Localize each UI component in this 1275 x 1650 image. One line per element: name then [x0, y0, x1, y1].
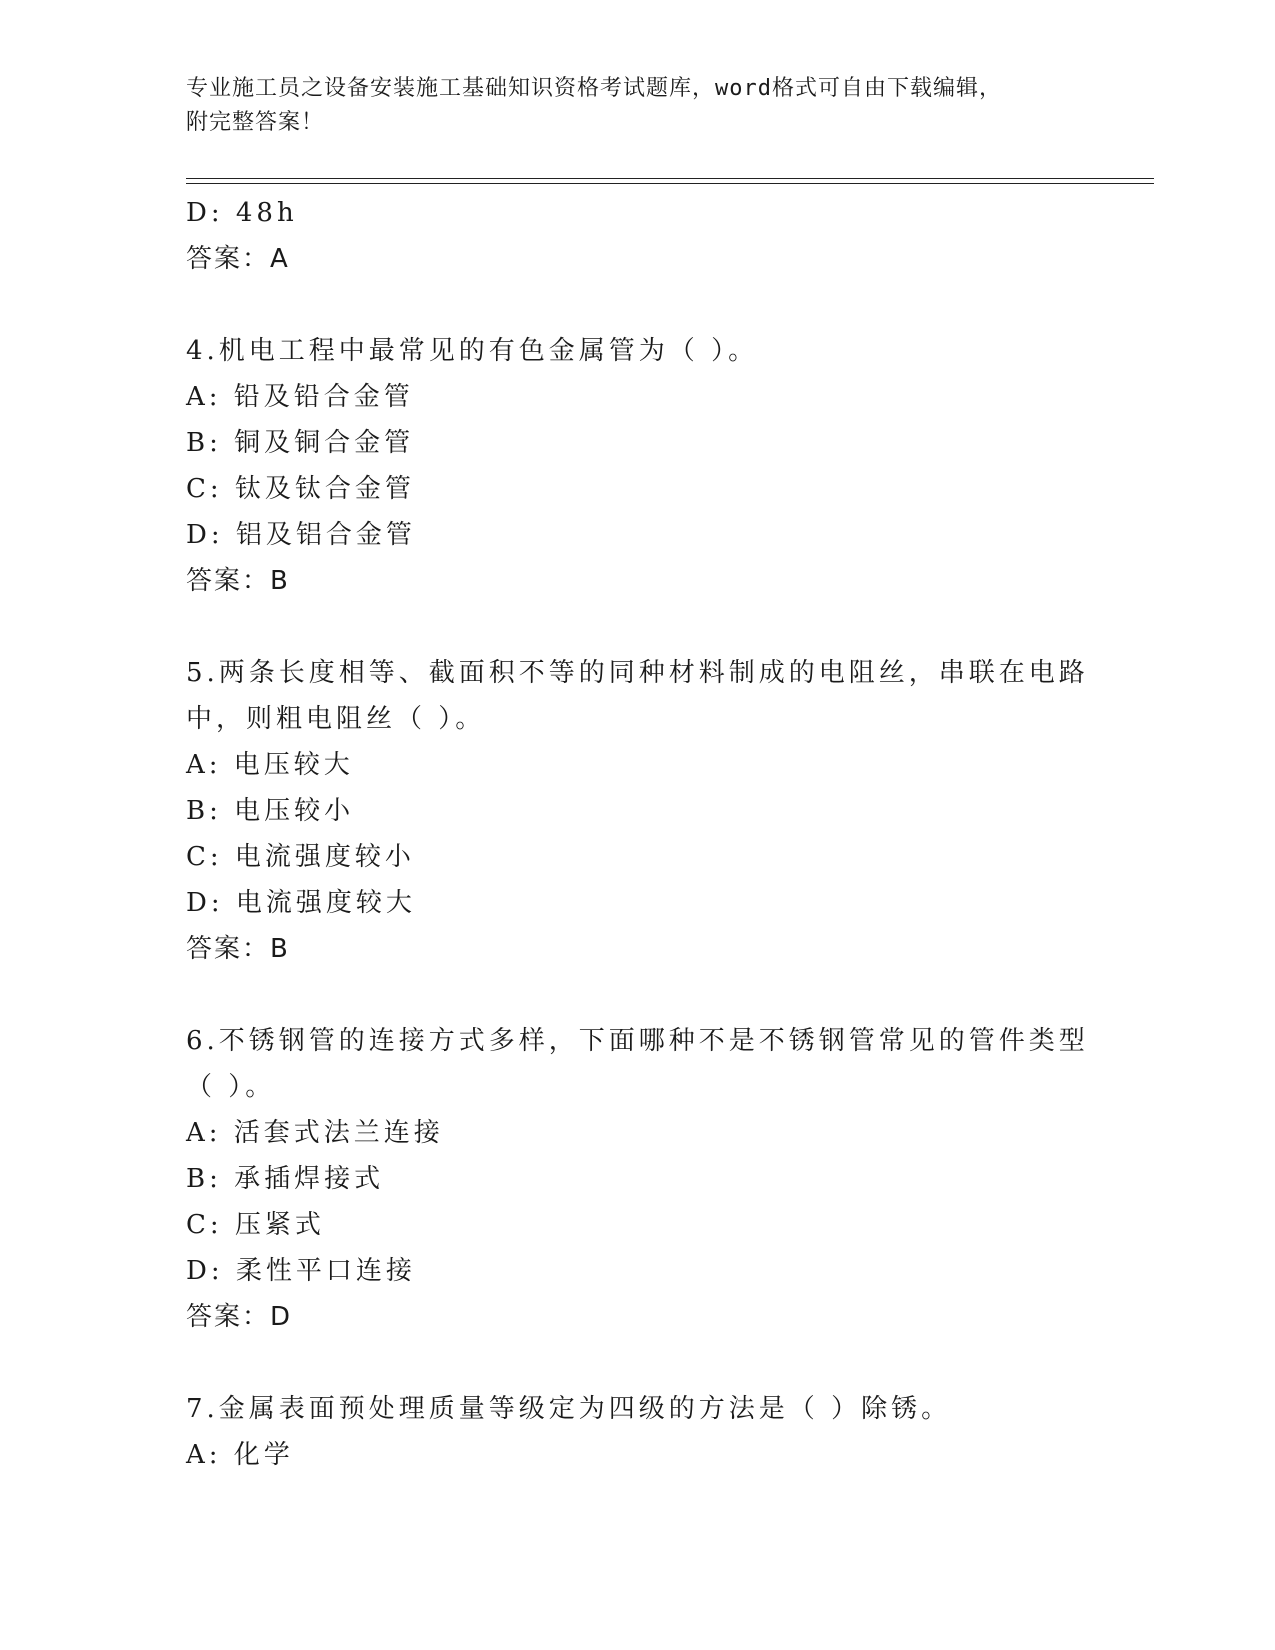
option-d: D: 电流强度较大 [186, 888, 416, 918]
question-4 [186, 328, 1086, 604]
question-stem: 7.金属表面预处理质量等级定为四级的方法是（ ）除锈。 [186, 1394, 952, 1424]
answer-line: 答案：B [186, 566, 290, 596]
header-line-1: 专业施工员之设备安装施工基础知识资格考试题库，word格式可自由下载编辑， [186, 76, 1002, 101]
header-divider-bottom [186, 183, 1154, 184]
option-a: A: 化学 [186, 1440, 294, 1470]
option-a: A: 活套式法兰连接 [186, 1118, 444, 1148]
question-stem-line-1: 5.两条长度相等、截面积不等的同种材料制成的电阻丝，串联在电路 [186, 658, 1089, 688]
answer-line: 答案：D [186, 1302, 293, 1332]
question-7 [186, 1386, 1086, 1478]
option-a: A: 电压较大 [186, 750, 354, 780]
answer-line: 答案：B [186, 934, 290, 964]
header-divider-top [186, 178, 1154, 179]
question-stem: 4.机电工程中最常见的有色金属管为（ ）。 [186, 336, 759, 366]
option-c: C: 压紧式 [186, 1210, 325, 1240]
spacer [186, 1340, 1086, 1386]
option-d: D: 48h [186, 198, 298, 228]
question-6 [186, 1018, 1089, 1340]
spacer [186, 972, 1086, 1018]
option-c: C: 钛及钛合金管 [186, 474, 415, 504]
spacer [186, 604, 1086, 650]
option-b: B: 承插焊接式 [186, 1164, 385, 1194]
option-b: B: 铜及铜合金管 [186, 428, 415, 458]
answer-line: 答案：A [186, 244, 290, 274]
question-3-tail [186, 190, 1086, 282]
option-d: D: 柔性平口连接 [186, 1256, 416, 1286]
spacer [186, 282, 1086, 328]
question-stem-line-2: （ ）。 [186, 1072, 276, 1102]
option-d: D: 铝及铝合金管 [186, 520, 416, 550]
header-line-2: 附完整答案！ [186, 110, 325, 135]
option-c: C: 电流强度较小 [186, 842, 415, 872]
question-stem-line-2: 中，则粗电阻丝（ ）。 [186, 704, 486, 734]
option-a: A: 铅及铅合金管 [186, 382, 414, 412]
question-stem-line-1: 6.不锈钢管的连接方式多样，下面哪种不是不锈钢管常见的管件类型 [186, 1026, 1089, 1056]
option-b: B: 电压较小 [186, 796, 355, 826]
question-5 [186, 650, 1089, 972]
page-header [186, 72, 1066, 140]
question-list [186, 190, 1089, 1478]
